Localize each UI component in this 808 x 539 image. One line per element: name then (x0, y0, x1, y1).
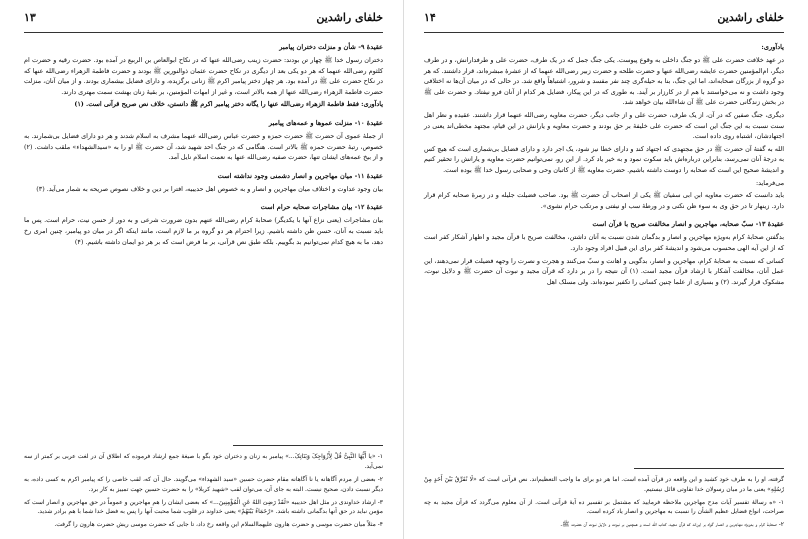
section-heading: عقیدهٔ ۱۳- سبّ صحابه، مهاجرین و انصار مخالفت صریح با قرآن است (592, 220, 784, 229)
page-body (24, 43, 383, 247)
section-paragraph: دیگری، جنگ صفین که در آن، از یک طرف، حضرت علی و از جانب دیگر، حضرت معاویه رضی‌الله عنهما قرار داشتند. عقیده و نظر اهل سنت نسبت به این جنگ این است که حضرت علی خلیفهٔ بر حق بودند و حضرت معاویه و یارانش در این قیام، مجتهد مخطی‌اند یعنی در اجتهادشان، اشتباه روی داده است. (424, 110, 784, 141)
section-heading: عقیدهٔ ۱۲- بیان مشاجرات صحابه حرام است (260, 203, 383, 212)
running-title: خلفای راشدین (717, 11, 784, 24)
section-heading: عقیدهٔ ۹- شأن و منزلت دختران پیامبر (279, 43, 383, 51)
section-paragraph: بیان مشاجرات (یعنی نزاع آنها با یکدیگر) صحابهٔ کرام رضی‌الله عنهم بدون ضرورت شرعی و به دور از حسن نیت، حرام است. پس ما باید نسبت به آنان، حسن ظن داشته باشیم. زیرا احترام هر دو گروه بر ما لازم است، مانند اینکه اگر در میان دو پیامبر، چنین امری رخ دهد، ما به هیچ کدام نمی‌توانیم بد بگوییم. بلکه طبق نص قرآنی، بر ما فرض است که بر هر دو ایمان داشته باشیم. (۴) (24, 216, 383, 246)
page-number: ۱۳ (24, 11, 36, 24)
footnote: گرفته، او را به طرف خود کشید و این واقعه در قرآن آمده است. اما هر دو برای ما واجب التعظیم‌اند. نص قرآنی است که «لَا نُفَرِّقُ بَیْنَ أَحَدٍ مِنْ رُسُلِهِ» یعنی ما در میان رسولان خدا تفاوتی قائل نیستیم. (424, 476, 784, 493)
section-paragraph: از جملهٔ عموی آن حضرت ﷺ حضرت حمزه و حضرت عباس رضی‌الله عنهما مشرف به اسلام شدند و هر دو دارای فضایل بی‌شمارند. به خصوص، رتبهٔ حضرت حمزه ﷺ بالاتر است. هنگامی که در جنگ احد شهید شد، آن حضرت ﷺ او را به «سیدالشهداء» ملقب داشت. (۲) و از بیخ عمه‌های ایشان تنها، حضرت صفیه رضی‌الله عنها به نعمت اسلام نایل آمد. (24, 131, 383, 162)
section-paragraph: در عهد خلافت حضرت علی ﷺ دو جنگ داخلی به وقوع پیوست. یکی جنگ جمل که در یک طرف، حضرت علی و طرفدارانش، و در طرف دیگر، ام‌المؤمنین حضرت عایشه رضی‌الله عنها و حضرت طلحه و حضرت زبیر رضی‌الله عنهما که از عشرهٔ مبشره‌اند، قرار داشتند. که هر دو گروه از بزرگان صحابه‌اند، اما این جنگ، بنا به حیله‌گری چند نفر مفسد و شرور، اشتباهاً واقع شد. در حالی که در میان آن‌ها نه اختلافی وجود داشت و نه می‌خواستند با هم از در کارزار بر آیند. به طوری که در این پیکار، فضایل هر کدام از آنان فرو نیفتاد. و حضرت علی ﷺ در بخش زندگانی حضرت علی ﷺ آن شاءالله بیان خواهد شد. (424, 56, 784, 107)
footnote: ۴- مثلاً میان حضرت موسی و حضرت هارون علیهماالسلام این واقعه رخ داد، تا جایی که حضرت موسی ریش حضرت هارون را گرفت. (54, 521, 383, 529)
section-paragraph: دختران رسول خدا ﷺ چهار تن بودند: حضرت زینب رضی‌الله عنها که در نکاح ابوالعاص بن الربیع در آمده بود. حضرت رقیه و حضرت ام کلثوم رضی‌الله عنهما که هر دو یکی بعد از دیگری در نکاح حضرت عثمان ذوالنورین ﷺ بودند و حضرت فاطمة الزهراء رضی‌الله عنها که در نکاح حضرت علی ﷺ در آمده بود. هر چهار دختر پیامبر اکرم ﷺ زنانی برگزیده، و دارای فضایل بیشماری بودند. و از میان آنان، منزلت حضرت فاطمة الزهراء رضی‌الله عنها از همه بالاتر است، و غیر از امهات المؤمنین، بر بقیهٔ زنان بهشت سمت مهتری دارند. (24, 56, 383, 96)
section-paragraph: الله به گفتهٔ آن حضرت ﷺ در حق مجتهدی که اجتهاد کند و دارای خطا نیز شود، یک اجر دارد و دارای فضایل بی‌شماری است که هیچ کس به درجهٔ آنان نمی‌رسد، بنابراین درباره‌اش باید سکوت نمود و به خیر یاد کرد. از این رو، نمی‌توانیم حضرت معاویه و یارانش را تحقیر کنیم و اندیشهٔ صحیح این است که صحابه را دوست داشته باشیم. حضرت معاویه ﷺ از کاتبان وحی و صحابی رسول خدا ﷺ بوده است. (424, 144, 784, 174)
footnote: ۱- «یا أَیُّهَا النَّبِیُّ قُلْ لِأَزْوَاجِکَ وَبَنَاتِکَ...» پیامبر به زنان و دختران خود بگو با صیغهٔ جمع ارشاد فرموده که اطلاق آن در لغت عربی بر کمتر از سه نمی‌آید. (24, 453, 383, 471)
footnote: ۲- صحابهٔ کرام و به‌ویژه مهاجرین و انصار گواه بر این‌اند که قرآن مجید، کتاب الله است و همچنین بر نبوت و دلایل نبوت آن حضرت ﷺ. (560, 521, 784, 529)
page-header (24, 8, 383, 33)
section-paragraph: می‌فرماید: (756, 178, 784, 187)
section-paragraph: بیان وجود عداوت و اختلاف میان مهاجرین و انصار و به خصوص اهل حدیبیه، افترا بر دین و خلاف نصوص صریحه به شمار می‌آید. (۳) (36, 184, 383, 193)
section-heading: یادآوری: (761, 43, 784, 51)
page-number: ۱۴ (424, 11, 436, 24)
section-paragraph: باید دانست که حضرت معاویه ابن ابی سفیان ﷺ یکی از اصحاب آن حضرت ﷺ بود. صاحب فضیلت جلیله و در زمرهٔ صحابه کرام قرار دارد. زینهار تا در حق وی به سوء ظن نکنی و در ورطهٔ سب او نیفتی و مرتکب حرام نشوی». (424, 191, 784, 210)
right-page (404, 0, 808, 539)
footnote-divider (634, 468, 784, 469)
section-heading: عقیدهٔ ۱۱- میان مهاجرین و انصار دشمنی وجود نداشته است (217, 171, 383, 180)
footnote-divider (233, 445, 383, 446)
footnote: ۱- «ه رسالهٔ تفسیر آیات مدح مهاجرین ملاحظه فرمایید که مشتمل بر تفسیر ده آیهٔ قرآنی است. از آن معلوم می‌گردد که قرآن مجید به چه صراحت، انواع فضایل عظیم الشأن را نسبت به مهاجرین و انصار یاد کرده است. (424, 498, 784, 516)
page-header (424, 8, 784, 33)
footnote: ۳- ارشاد خداوندی در مثل اهل حدیبیه «لَقَدْ رَضِیَ اللهُ عَنِ الْمُؤْمِنِینَ...» که بعضی ایشان را هم مهاجرین و عموماً در حق مهاجرین و انصار است که مؤمن نباید در حق آنها بدگمانی داشته باشد. «رُحَمَاءُ بَیْنَهُمْ» یعنی خداوند در قلوب شما محبت آنها را پس به فضل خدا شما با هم برادر شدید. (24, 498, 383, 516)
running-title: خلفای راشدین (316, 11, 383, 24)
section-heading: عقیدهٔ ۱۰- منزلت عموها و عمه‌های پیامبر (268, 118, 383, 127)
footnotes (24, 445, 383, 533)
reminder-note: یادآوری: فقط فاطمة الزهراء رضی‌الله عنها را یگانه دختر پیامبر اکرم ﷺ دانستن، خلاف نص صریح قرآنی است. (۱) (74, 100, 383, 109)
footnote: ۲- بعضی از مردم آگاهانه یا نا آگاهانه مقام حضرت حسین «سید الشهداء» می‌گویند. حال آن که، لقب خاصی را که پیامبر اکرم به کسی داده، به دیگر نسبت دادن، صحیح نیست. البته به جای آن، می‌توان لقب «شهید کربلا» را به حضرت حسین جهت تمییز به کار برد. (24, 476, 383, 493)
page-body (424, 43, 784, 287)
footnotes (424, 468, 784, 533)
section-paragraph: کسانی که نسبت به صحابهٔ کرام، مهاجرین و انصار، بدگویی و اهانت و سبّ می‌کنند و هجرت و نصرت را وجهه فضیلت قرار نمی‌دهند، این عمل آنان، مخالفت آشکار با ارشاد قرآن مجید است. (۱) آن نتیجه را در بر دارد که قرآن مجید و نبوت آن حضرت ﷺ و دلایل نبوت، مشکوک قرار گیرند. (۲) و بسیاری از علما چنین کسانی را تکفیر نموده‌اند. ولی مسلک اهل (424, 256, 784, 286)
section-paragraph: بدگفتن صحابهٔ کرام به‌ویژه مهاجرین و انصار و بدگمان شدن نسبت به آنان داشتن، مخالفت صریح با قرآن مجید و اظهار آشکار کفر است که از این آیه الهی محسوب می‌شود و اندیشهٔ کفر برای این قبیل افراد وجود دارد. (424, 233, 784, 252)
